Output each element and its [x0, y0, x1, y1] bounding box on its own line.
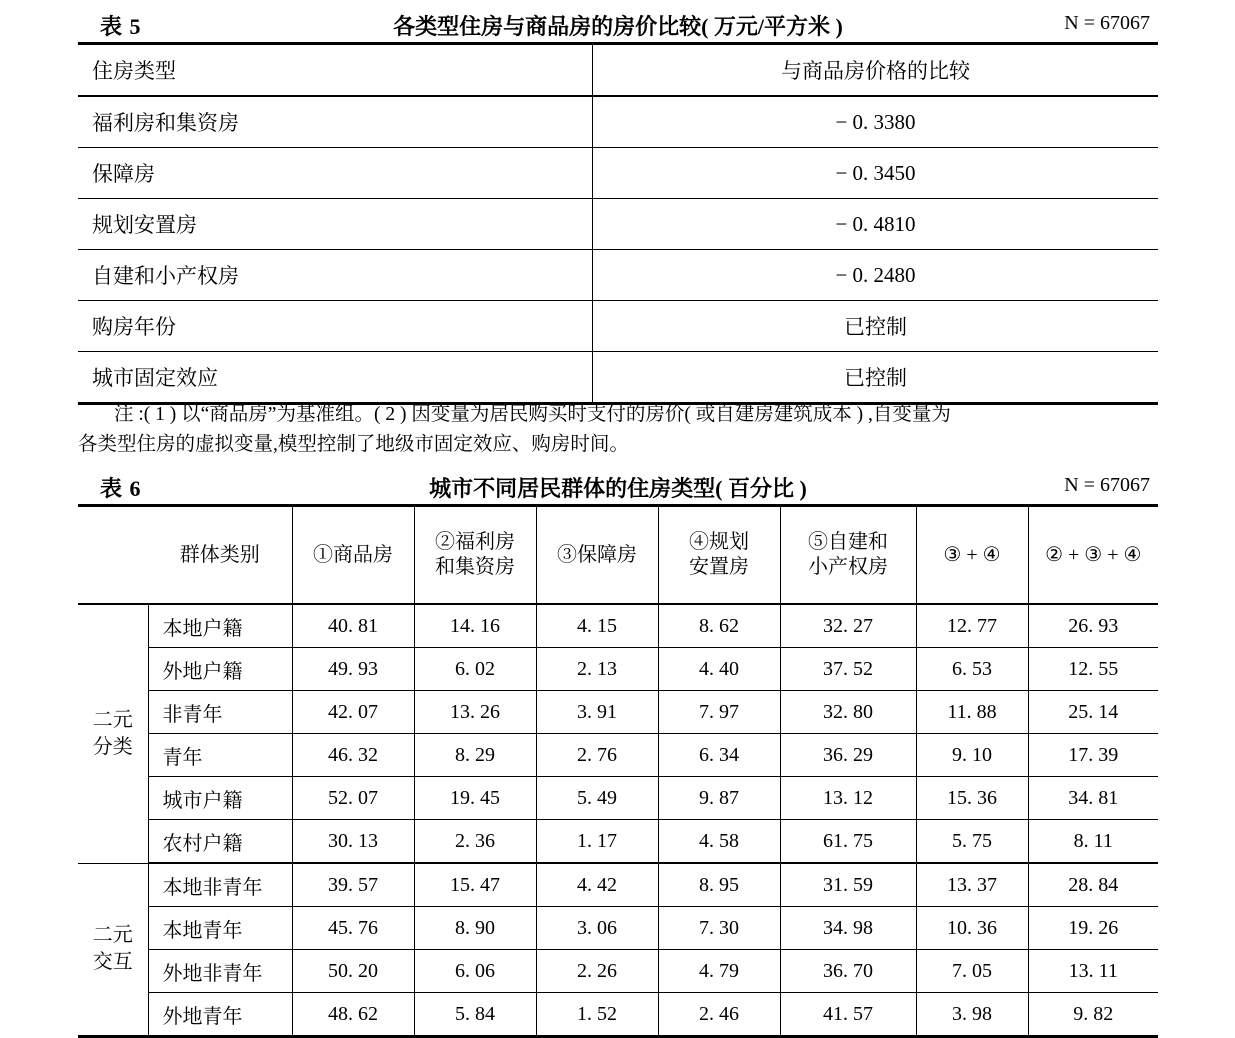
cell: 4. 79 [658, 950, 780, 993]
cell: 52. 07 [292, 777, 414, 820]
cell: 36. 70 [780, 950, 916, 993]
cell: 13. 12 [780, 777, 916, 820]
table-6 [78, 504, 1158, 1038]
row-label: 城市固定效应 [78, 352, 593, 404]
group-label-line-1: 二元 [92, 708, 133, 731]
header-line-2: 小产权房 [808, 556, 888, 578]
cell: 11. 88 [916, 691, 1028, 734]
row-value: 已控制 [593, 301, 1159, 352]
cell: 50. 20 [292, 950, 414, 993]
table-row [78, 907, 1158, 950]
cell: 8. 11 [1028, 820, 1158, 864]
table-5-block [78, 8, 1158, 405]
table-row [78, 648, 1158, 691]
cell: 5. 75 [916, 820, 1028, 864]
cell: 1. 17 [536, 820, 658, 864]
cell: 17. 39 [1028, 734, 1158, 777]
row-value: − 0. 4810 [593, 199, 1159, 250]
cell: 46. 32 [292, 734, 414, 777]
table-row [78, 950, 1158, 993]
cell: 36. 29 [780, 734, 916, 777]
cell: 31. 59 [780, 863, 916, 907]
row-label: 本地非青年 [148, 863, 292, 907]
row-label: 外地户籍 [148, 648, 292, 691]
cell: 4. 58 [658, 820, 780, 864]
cell: 15. 36 [916, 777, 1028, 820]
header-line-1: ②福利房 [435, 531, 515, 553]
cell: 19. 45 [414, 777, 536, 820]
cell: 4. 42 [536, 863, 658, 907]
table-row [78, 250, 1158, 301]
cell: 2. 46 [658, 993, 780, 1037]
cell: 3. 91 [536, 691, 658, 734]
row-label: 外地青年 [148, 993, 292, 1037]
table-5-note [78, 400, 1160, 460]
table-6-sample-size: N = 67067 [1064, 474, 1150, 496]
cell: 13. 37 [916, 863, 1028, 907]
cell: 9. 87 [658, 777, 780, 820]
cell: 12. 55 [1028, 648, 1158, 691]
header-col-welfare-housing [414, 506, 536, 605]
cell: 32. 27 [780, 604, 916, 648]
cell: 7. 30 [658, 907, 780, 950]
table-5-sample-size: N = 67067 [1064, 12, 1150, 34]
cell: 39. 57 [292, 863, 414, 907]
cell: 7. 05 [916, 950, 1028, 993]
cell: 5. 49 [536, 777, 658, 820]
table-5-header-type: 住房类型 [78, 44, 593, 97]
cell: 9. 82 [1073, 1002, 1114, 1025]
cell: 8. 95 [658, 863, 780, 907]
table-row [78, 301, 1158, 352]
note-line-1: 注 :( 1 ) 以“商品房”为基准组。( 2 ) 因变量为居民购买时支付的房价( 或自建房建筑成本 ) ,自变量为 [114, 404, 951, 425]
table-6-block [78, 470, 1158, 1038]
cell: 1. 52 [536, 993, 658, 1037]
cell: 13. 11 [1028, 950, 1158, 993]
group-label-line-2: 交互 [92, 951, 133, 974]
table-6-caption [78, 470, 1158, 504]
table-row [78, 352, 1158, 404]
cell: 34. 98 [780, 907, 916, 950]
table-row [78, 820, 1158, 864]
row-label: 自建和小产权房 [78, 250, 593, 301]
table-row [78, 148, 1158, 199]
cell: 19. 26 [1028, 907, 1158, 950]
header-col-sum-3-4: ③ + ④ [916, 506, 1028, 605]
cell: 6. 02 [414, 648, 536, 691]
row-label: 城市户籍 [148, 777, 292, 820]
cell: 37. 52 [780, 648, 916, 691]
table-row [78, 96, 1158, 148]
cell: 25. 14 [1028, 691, 1158, 734]
row-label: 本地户籍 [148, 604, 292, 648]
table-5-caption [78, 8, 1158, 42]
row-label: 非青年 [148, 691, 292, 734]
cell: 4. 40 [658, 648, 780, 691]
row-label: 福利房和集资房 [78, 96, 593, 148]
table-6-label: 表 6 [100, 476, 142, 501]
cell: 13. 26 [414, 691, 536, 734]
cell: 48. 62 [292, 993, 414, 1037]
row-label: 农村户籍 [148, 820, 292, 864]
cell: 6. 53 [916, 648, 1028, 691]
cell: 34. 81 [1028, 777, 1158, 820]
cell: 2. 36 [414, 820, 536, 864]
table-5-title: 各类型住房与商品房的房价比较( 万元/平方米 ) [393, 14, 843, 39]
cell: 4. 15 [536, 604, 658, 648]
cell: 8. 90 [414, 907, 536, 950]
cell: 6. 34 [658, 734, 780, 777]
cell: 49. 93 [292, 648, 414, 691]
cell: 40. 81 [292, 604, 414, 648]
cell: 3. 98 [916, 993, 1028, 1037]
table-6-title: 城市不同居民群体的住房类型( 百分比 ) [429, 476, 807, 501]
header-line-2: 安置房 [689, 556, 749, 578]
table-5-label: 表 5 [100, 14, 142, 39]
header-line-2: 和集资房 [435, 556, 515, 578]
table-row [78, 863, 1158, 907]
header-line-1: ④规划 [689, 531, 749, 553]
cell: 2. 26 [536, 950, 658, 993]
row-label: 保障房 [78, 148, 593, 199]
row-label: 本地青年 [148, 907, 292, 950]
cell: 8. 29 [414, 734, 536, 777]
group-label-binary-classification [78, 604, 148, 863]
row-value: − 0. 3380 [593, 96, 1159, 148]
header-group-category: 群体类别 [148, 506, 292, 605]
header-col-affordable-housing: ③保障房 [536, 506, 658, 605]
header-col-sum-2-3-4: ② + ③ + ④ [1028, 506, 1158, 605]
header-col-selfbuilt-housing [780, 506, 916, 605]
cell: 61. 75 [780, 820, 916, 864]
header-col-resettlement-housing [658, 506, 780, 605]
row-value: − 0. 3450 [593, 148, 1159, 199]
table-row [78, 604, 1158, 648]
group-label-line-1: 二元 [92, 924, 133, 947]
cell: 41. 57 [780, 993, 916, 1037]
table-row [78, 993, 1158, 1037]
cell: 5. 84 [414, 993, 536, 1037]
cell: 8. 62 [658, 604, 780, 648]
cell: 30. 13 [292, 820, 414, 864]
cell: 3. 06 [536, 907, 658, 950]
table-5-header-comparison: 与商品房价格的比较 [593, 44, 1159, 97]
group-label-binary-interaction [78, 863, 148, 1037]
cell: 2. 13 [536, 648, 658, 691]
table-row [78, 734, 1158, 777]
header-corner-blank [78, 506, 148, 605]
cell: 45. 76 [292, 907, 414, 950]
row-label: 青年 [148, 734, 292, 777]
cell: 10. 36 [916, 907, 1028, 950]
cell: 2. 76 [536, 734, 658, 777]
cell: 42. 07 [292, 691, 414, 734]
row-value: 已控制 [844, 366, 907, 390]
row-value: − 0. 2480 [593, 250, 1159, 301]
cell: 12. 77 [916, 604, 1028, 648]
group-label-line-2: 分类 [92, 735, 133, 758]
row-label: 购房年份 [78, 301, 593, 352]
cell: 32. 80 [780, 691, 916, 734]
cell: 7. 97 [658, 691, 780, 734]
table-5-header-row [78, 44, 1158, 97]
table-row [78, 777, 1158, 820]
cell: 6. 06 [414, 950, 536, 993]
table-row [78, 691, 1158, 734]
cell: 9. 10 [916, 734, 1028, 777]
cell: 26. 93 [1028, 604, 1158, 648]
table-6-header-row [78, 506, 1158, 605]
note-line-2: 各类型住房的虚拟变量,模型控制了地级市固定效应、购房时间。 [78, 434, 629, 456]
row-label: 外地非青年 [148, 950, 292, 993]
row-label: 规划安置房 [78, 199, 593, 250]
cell: 15. 47 [414, 863, 536, 907]
table-5 [78, 42, 1158, 405]
cell: 14. 16 [414, 604, 536, 648]
cell: 28. 84 [1028, 863, 1158, 907]
header-col-commodity-housing: ①商品房 [292, 506, 414, 605]
table-row [78, 199, 1158, 250]
header-line-1: ⑤自建和 [808, 531, 888, 553]
